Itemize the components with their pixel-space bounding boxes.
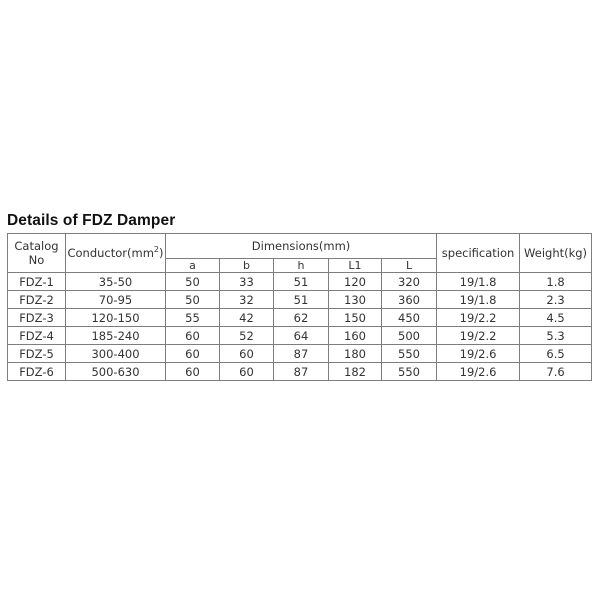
cell-conductor: 35-50 xyxy=(66,273,166,291)
cell-l1: 150 xyxy=(329,309,382,327)
header-catalog-label: Catalog xyxy=(14,239,59,253)
cell-weight: 5.3 xyxy=(520,327,592,345)
cell-b: 60 xyxy=(220,345,274,363)
cell-b: 60 xyxy=(220,363,274,381)
cell-l1: 182 xyxy=(329,363,382,381)
subheader-b: b xyxy=(220,259,274,273)
subheader-a: a xyxy=(166,259,220,273)
cell-a: 50 xyxy=(166,291,220,309)
cell-conductor: 120-150 xyxy=(66,309,166,327)
cell-l1: 160 xyxy=(329,327,382,345)
cell-weight: 1.8 xyxy=(520,273,592,291)
cell-l: 320 xyxy=(382,273,437,291)
cell-l: 450 xyxy=(382,309,437,327)
table-row xyxy=(8,291,592,309)
cell-l1: 180 xyxy=(329,345,382,363)
cell-specification: 19/2.6 xyxy=(437,345,520,363)
cell-weight: 7.6 xyxy=(520,363,592,381)
cell-b: 52 xyxy=(220,327,274,345)
cell-conductor: 185-240 xyxy=(66,327,166,345)
table-row xyxy=(8,327,592,345)
cell-h: 87 xyxy=(274,363,329,381)
header-catalog-no xyxy=(8,234,66,273)
cell-catalog-no: FDZ-4 xyxy=(8,327,66,345)
subheader-h: h xyxy=(274,259,329,273)
cell-a: 55 xyxy=(166,309,220,327)
header-row xyxy=(8,234,592,259)
cell-a: 60 xyxy=(166,327,220,345)
cell-h: 62 xyxy=(274,309,329,327)
cell-l: 550 xyxy=(382,345,437,363)
cell-specification: 19/1.8 xyxy=(437,291,520,309)
header-specification: specification xyxy=(437,234,520,273)
cell-a: 60 xyxy=(166,345,220,363)
header-conductor xyxy=(66,234,166,273)
table-row xyxy=(8,273,592,291)
cell-catalog-no: FDZ-6 xyxy=(8,363,66,381)
cell-weight: 6.5 xyxy=(520,345,592,363)
header-weight: Weight(kg) xyxy=(520,234,592,273)
cell-l: 500 xyxy=(382,327,437,345)
cell-conductor: 70-95 xyxy=(66,291,166,309)
cell-l: 360 xyxy=(382,291,437,309)
cell-catalog-no: FDZ-5 xyxy=(8,345,66,363)
cell-l: 550 xyxy=(382,363,437,381)
cell-conductor: 500-630 xyxy=(66,363,166,381)
cell-b: 42 xyxy=(220,309,274,327)
header-conductor-superscript: 2 xyxy=(153,245,160,255)
cell-h: 51 xyxy=(274,291,329,309)
cell-conductor: 300-400 xyxy=(66,345,166,363)
damper-spec-table xyxy=(7,233,592,381)
header-no-label: No xyxy=(28,253,45,267)
table-row xyxy=(8,363,592,381)
cell-catalog-no: FDZ-3 xyxy=(8,309,66,327)
cell-h: 64 xyxy=(274,327,329,345)
cell-weight: 2.3 xyxy=(520,291,592,309)
table-row xyxy=(8,309,592,327)
table-row xyxy=(8,345,592,363)
subheader-l: L xyxy=(382,259,437,273)
cell-a: 50 xyxy=(166,273,220,291)
cell-catalog-no: FDZ-2 xyxy=(8,291,66,309)
header-conductor-close: ) xyxy=(159,246,164,260)
cell-specification: 19/2.6 xyxy=(437,363,520,381)
header-conductor-label: Conductor(mm xyxy=(67,246,154,260)
cell-b: 33 xyxy=(220,273,274,291)
cell-weight: 4.5 xyxy=(520,309,592,327)
cell-h: 87 xyxy=(274,345,329,363)
cell-l1: 130 xyxy=(329,291,382,309)
cell-specification: 19/2.2 xyxy=(437,309,520,327)
cell-specification: 19/1.8 xyxy=(437,273,520,291)
cell-b: 32 xyxy=(220,291,274,309)
page-title: Details of FDZ Damper xyxy=(7,212,176,229)
header-dimensions: Dimensions(mm) xyxy=(166,234,437,259)
cell-specification: 19/2.2 xyxy=(437,327,520,345)
subheader-l1: L1 xyxy=(329,259,382,273)
cell-a: 60 xyxy=(166,363,220,381)
cell-l1: 120 xyxy=(329,273,382,291)
cell-catalog-no: FDZ-1 xyxy=(8,273,66,291)
cell-h: 51 xyxy=(274,273,329,291)
